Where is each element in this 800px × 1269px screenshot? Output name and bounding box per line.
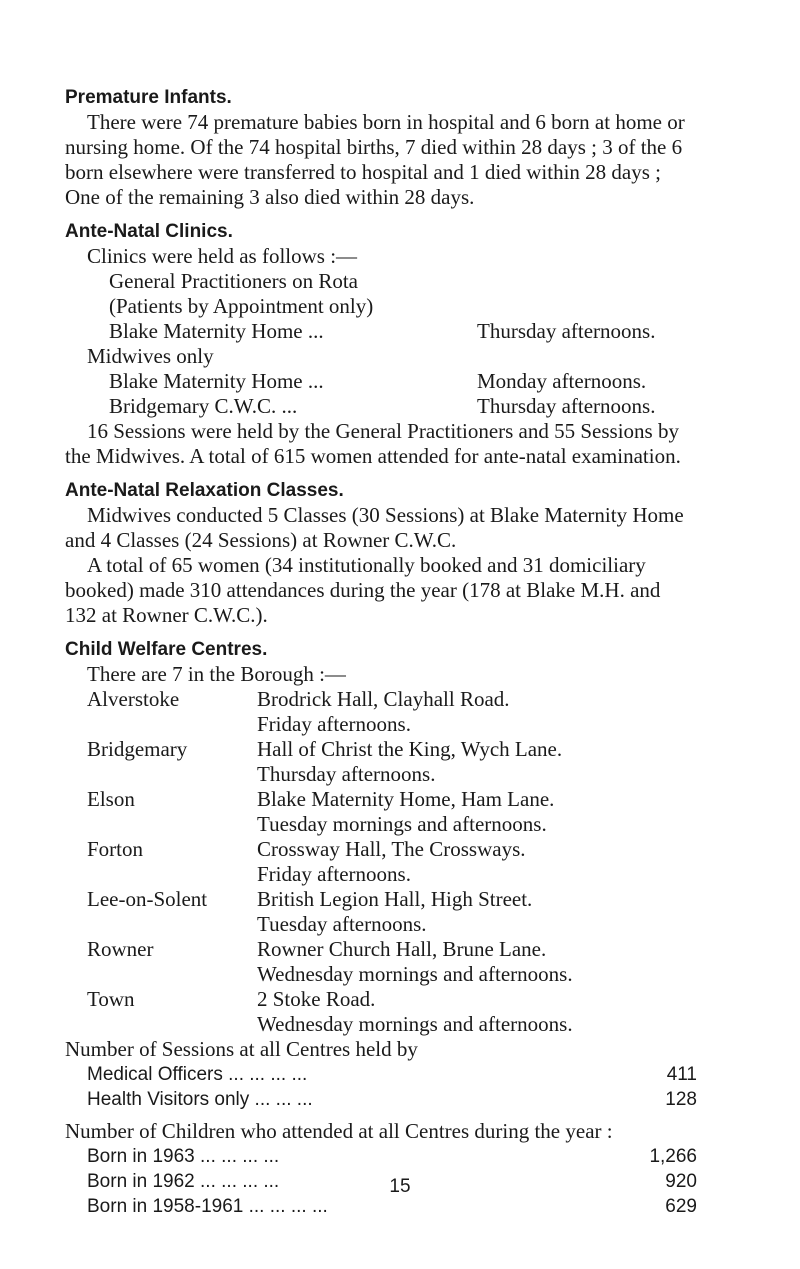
centre-place: Bridgemary: [87, 737, 188, 761]
antenatal-gp-note: (Patients by Appointment only): [109, 294, 374, 318]
mw-clinic-1: Blake Maternity Home ...: [109, 369, 324, 393]
centre-item: [65, 787, 697, 837]
antenatal-gp: General Practitioners on Rota: [109, 269, 359, 293]
antenatal-summary: 16 Sessions were held by the General Practitioners and 55 Sessions by the Midwives. A total of 615 women attended for ante-natal examination.: [65, 419, 681, 468]
centre-venue: Crossway Hall, The Crossways.: [257, 837, 526, 861]
centre-time: Tuesday afternoons.: [257, 912, 427, 936]
centre-item: [65, 987, 697, 1037]
centre-item: [65, 737, 697, 787]
page-number: 15: [389, 1176, 411, 1197]
antenatal-gp-row: [65, 319, 697, 344]
centre-place: Elson: [87, 787, 135, 811]
centre-time: Wednesday mornings and afternoons.: [257, 1012, 573, 1036]
children-value: 920: [665, 1171, 697, 1192]
centre-place: Alverstoke: [87, 687, 180, 711]
gp-time: Thursday afternoons.: [477, 319, 656, 343]
sessions-value: 411: [666, 1064, 697, 1085]
welfare-heading: Child Welfare Centres.: [65, 639, 268, 660]
centre-time: Friday afternoons.: [257, 712, 411, 736]
centre-item: [65, 937, 697, 987]
sessions-label: Medical Officers ... ... ... ...: [87, 1064, 308, 1085]
children-label: Born in 1958-1961 ... ... ... ...: [87, 1196, 328, 1217]
centre-venue: British Legion Hall, High Street.: [257, 887, 533, 911]
sessions-label: Health Visitors only ... ... ...: [87, 1089, 313, 1110]
children-value: 1,266: [649, 1146, 697, 1167]
relaxation-p2: A total of 65 women (34 institutionally booked and 31 domiciliary booked) made 310 attendances during the year (178 at Blake M.H. and 132 at Rowner C.W.C.).: [65, 553, 661, 627]
antenatal-midwives: Midwives only: [87, 344, 214, 368]
sessions-row: [65, 1062, 697, 1087]
centres-list: [65, 687, 697, 1037]
mw-clinic-2: Bridgemary C.W.C. ...: [109, 394, 298, 418]
relaxation-heading: Ante-Natal Relaxation Classes.: [65, 480, 344, 501]
centre-place: Town: [87, 987, 135, 1011]
antenatal-mw-row-2: [65, 394, 697, 419]
sessions-value: 128: [665, 1089, 697, 1110]
centre-time: Wednesday mornings and afternoons.: [257, 962, 573, 986]
document-body: [65, 85, 697, 1219]
gp-clinic: Blake Maternity Home ...: [109, 319, 324, 343]
premature-heading: Premature Infants.: [65, 87, 232, 108]
centre-place: Rowner: [87, 937, 154, 961]
mw-time-1: Monday afternoons.: [477, 369, 647, 393]
children-label: Born in 1962 ... ... ... ...: [87, 1171, 280, 1192]
centre-venue: Brodrick Hall, Clayhall Road.: [257, 687, 510, 711]
centre-item: [65, 687, 697, 737]
centre-venue: Rowner Church Hall, Brune Lane.: [257, 937, 547, 961]
centre-venue: 2 Stoke Road.: [257, 987, 376, 1011]
centre-item: [65, 837, 697, 887]
children-heading: Number of Children who attended at all Centres during the year :: [65, 1119, 613, 1143]
mw-time-2: Thursday afternoons.: [477, 394, 656, 418]
relaxation-p1: Midwives conducted 5 Classes (30 Sessions) at Blake Maternity Home and 4 Classes (24 Sessions) at Rowner C.W.C.: [65, 503, 684, 552]
welfare-intro: There are 7 in the Borough :—: [87, 662, 346, 686]
centre-place: Lee-on-Solent: [87, 887, 208, 911]
centre-item: [65, 887, 697, 937]
children-label: Born in 1963 ... ... ... ...: [87, 1146, 280, 1167]
centre-time: Thursday afternoons.: [257, 762, 436, 786]
children-row: [65, 1144, 697, 1169]
centre-time: Friday afternoons.: [257, 862, 411, 886]
centre-venue: Blake Maternity Home, Ham Lane.: [257, 787, 555, 811]
sessions-row: [65, 1087, 697, 1112]
centre-venue: Hall of Christ the King, Wych Lane.: [257, 737, 563, 761]
antenatal-intro: Clinics were held as follows :—: [87, 244, 358, 268]
centre-time: Tuesday mornings and afternoons.: [257, 812, 547, 836]
antenatal-heading: Ante-Natal Clinics.: [65, 221, 233, 242]
antenatal-mw-row-1: [65, 369, 697, 394]
centre-place: Forton: [87, 837, 144, 861]
sessions-heading: Number of Sessions at all Centres held by: [65, 1037, 418, 1061]
premature-text: There were 74 premature babies born in hospital and 6 born at home or nursing home. Of the 74 hospital births, 7 died within 28 days ; 3 of the 6 born elsewhere were transferred to hospital and 1 died within 28 days ; One of the remaining 3 also died within 28 days.: [65, 110, 685, 209]
children-value: 629: [665, 1196, 697, 1217]
